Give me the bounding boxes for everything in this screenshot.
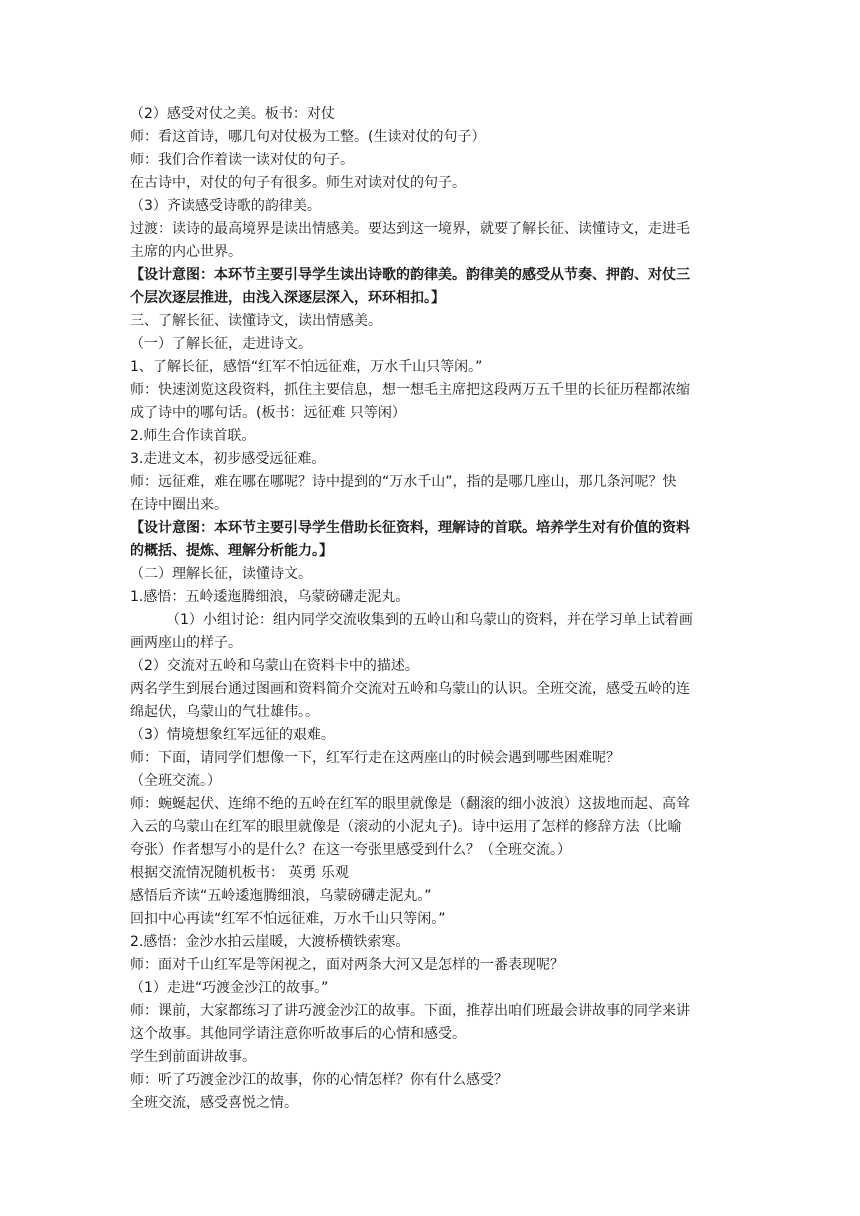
text-line: 师：课前，大家都练习了讲巧渡金沙江的故事。下面，推荐出咱们班最会讲故事的同学来讲 — [130, 1003, 690, 1019]
text-line: 1.感悟：五岭逶迤腾细浪，乌蒙磅礴走泥丸。 — [130, 589, 410, 605]
text-line: （3）齐读感受诗歌的韵律美。 — [130, 198, 321, 214]
design-intent-line: 个层次逐层推进，由浅入深逐层深入，环环相扣。】 — [130, 290, 445, 306]
text-line: 主席的内心世界。 — [130, 244, 242, 260]
design-intent-line: 【设计意图：本环节主要引导学生读出诗歌的韵律美。韵律美的感受从节奏、押韵、对仗三 — [130, 267, 690, 283]
text-line: 3.走进文本，初步感受远征难。 — [130, 451, 326, 467]
text-line: （1）小组讨论：组内同学交流收集到的五岭山和乌蒙山的资料，并在学习单上试着画 — [166, 612, 693, 628]
text-line: 2.感悟：金沙水拍云崖暖，大渡桥横铁索寒。 — [130, 934, 410, 950]
text-line: 绵起伏，乌蒙山的气壮雄伟。。 — [130, 704, 319, 720]
text-line: 三、了解长征、读懂诗文，读出情感美。 — [130, 313, 382, 329]
text-line: 师：蜿蜒起伏、连绵不绝的五岭在红军的眼里就像是（翻滚的细小波浪）这拔地而起、高耸 — [130, 796, 690, 812]
text-line: （一）了解长征，走进诗文。 — [130, 336, 312, 352]
text-line: 在诗中圈出来。 — [130, 497, 228, 513]
text-line: 全班交流，感受喜悦之情。 — [130, 1095, 298, 1111]
text-line: （2）交流对五岭和乌蒙山在资料卡中的描述。 — [130, 658, 419, 674]
text-line: 成了诗中的哪句话。(板书：远征难 只等闲） — [130, 405, 406, 421]
text-line: 2.师生合作读首联。 — [130, 428, 256, 444]
document-page — [130, 103, 732, 1115]
text-line: 师：快速浏览这段资料，抓住主要信息，想一想毛主席把这段两万五千里的长征历程都浓缩 — [130, 382, 690, 398]
text-line: 师：听了巧渡金沙江的故事，你的心情怎样？你有什么感受？ — [130, 1072, 508, 1088]
text-line: 师：我们合作着读一读对仗的句子。 — [130, 152, 354, 168]
text-line: 学生到前面讲故事。 — [130, 1049, 256, 1065]
design-intent-line: 【设计意图：本环节主要引导学生借助长征资料，理解诗的首联。培养学生对有价值的资料 — [130, 520, 690, 536]
text-line: （1）走进“巧渡金沙江的故事。” — [130, 980, 329, 996]
design-intent-line: 的概括、提炼、理解分析能力。】 — [130, 543, 333, 559]
text-line: 师：远征难，难在哪在哪呢？诗中提到的“万水千山”，指的是哪几座山，那几条河呢？快 — [130, 474, 677, 490]
text-line: 回扣中心再读“红军不怕远征难，万水千山只等闲。” — [130, 911, 446, 927]
text-line: （3）情境想象红军远征的艰难。 — [130, 727, 335, 743]
text-line: 入云的乌蒙山在红军的眼里就像是（滚动的小泥丸子)。诗中运用了怎样的修辞方法（比喻 — [130, 819, 682, 835]
text-line: 在古诗中，对仗的句子有很多。师生对读对仗的句子。 — [130, 175, 466, 191]
text-line: 过渡：读诗的最高境界是读出情感美。要达到这一境界，就要了解长征、读懂诗文，走进毛 — [130, 221, 690, 237]
text-line: 根据交流情况随机板书： 英勇 乐观 — [130, 865, 349, 881]
text-line: 师：下面，请同学们想像一下，红军行走在这两座山的时候会遇到哪些困难呢？ — [130, 750, 620, 766]
text-line: 两名学生到展台通过图画和资料简介交流对五岭和乌蒙山的认识。全班交流，感受五岭的连 — [130, 681, 690, 697]
text-line: （2）感受对仗之美。板书：对仗 — [130, 106, 335, 122]
text-line: 画两座山的样子。 — [130, 635, 242, 651]
text-line: 夸张）作者想写小的是什么？在这一夸张里感受到什么？（全班交流。） — [130, 842, 571, 858]
text-line: 这个故事。其他同学请注意你听故事后的心情和感受。 — [130, 1026, 466, 1042]
text-line: 师：面对千山红军是等闲视之，面对两条大河又是怎样的一番表现呢？ — [130, 957, 564, 973]
text-line: （二）理解长征，读懂诗文。 — [130, 566, 312, 582]
text-line: （全班交流。） — [130, 773, 221, 789]
text-line: 感悟后齐读“五岭逶迤腾细浪，乌蒙磅礴走泥丸。” — [130, 888, 432, 904]
text-line: 师：看这首诗，哪几句对仗极为工整。(生读对仗的句子） — [130, 129, 486, 145]
text-line: 1、了解长征，感悟“红军不怕远征难，万水千山只等闲。” — [130, 359, 483, 375]
